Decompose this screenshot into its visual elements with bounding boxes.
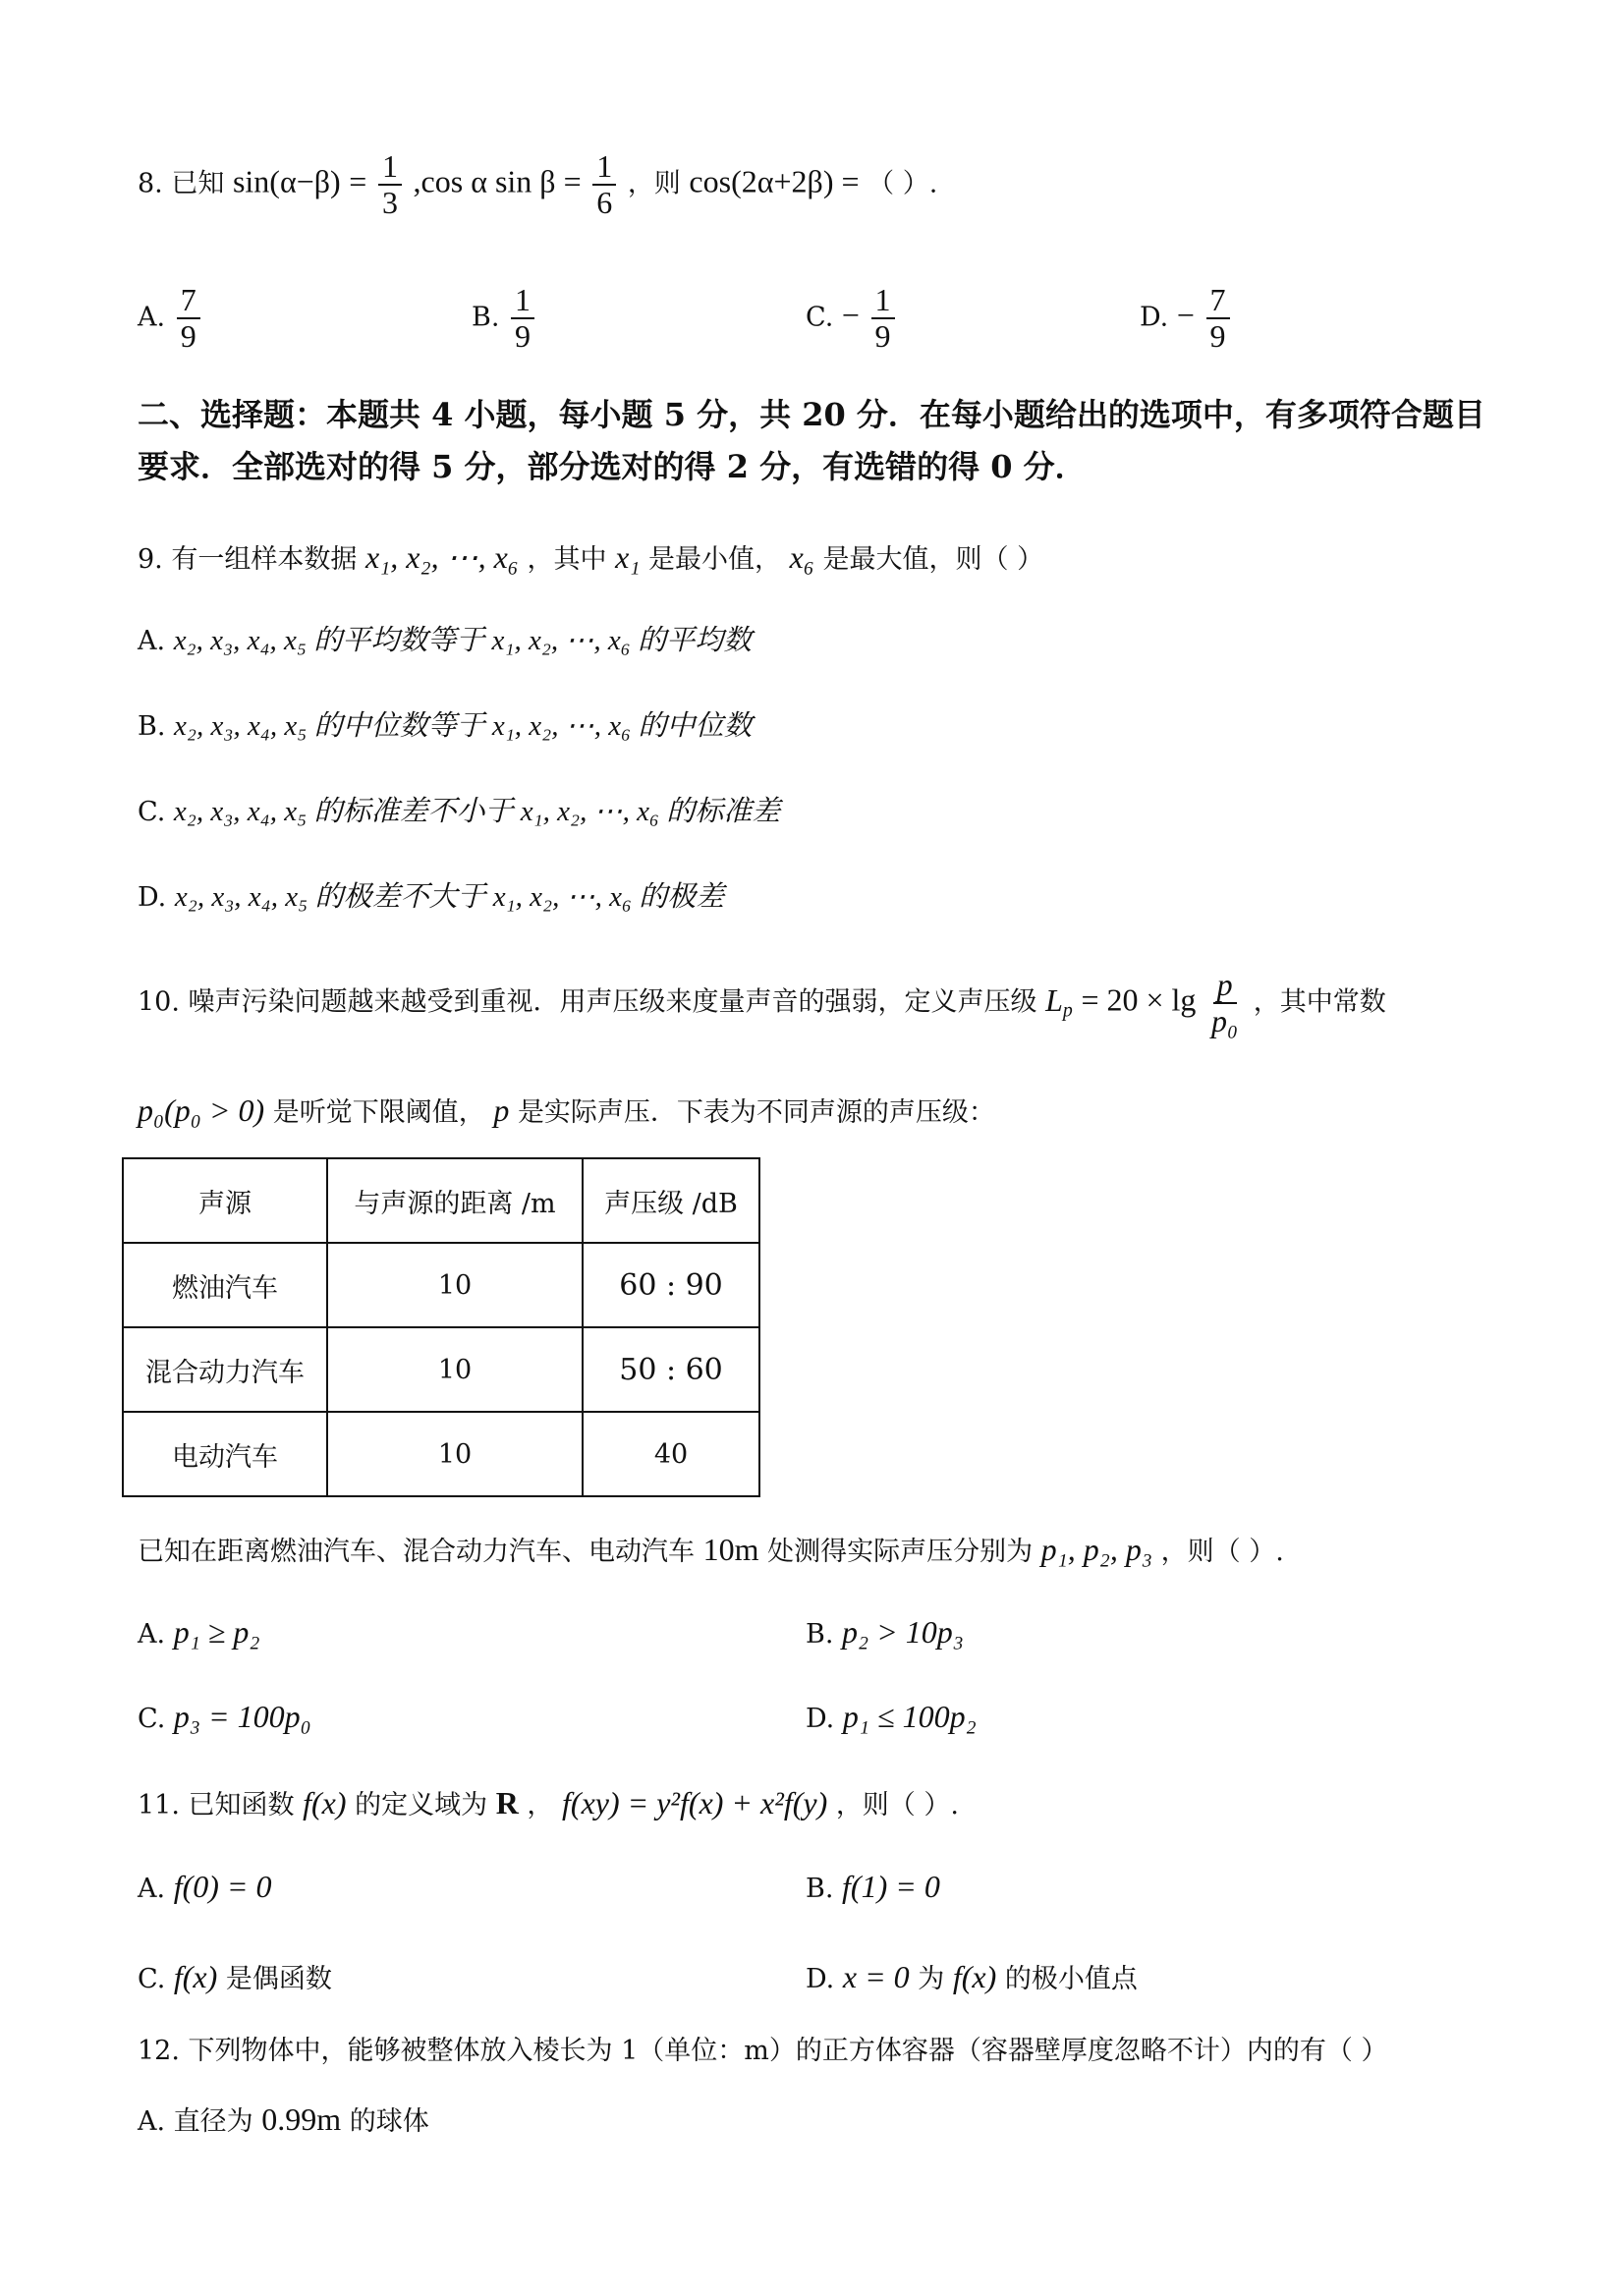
q8-cos-expr: cos(2α+2β) = (689, 163, 860, 199)
q8-then: ，则 (627, 168, 681, 199)
q9-stem-c: 是最小值， (648, 544, 782, 575)
q10-option-d-text: p₁ ≤ 100p₂ (842, 1699, 977, 1734)
q11-equation: f(xy) = y²f(x) + x²f(y) (562, 1785, 828, 1820)
q10-formula-den: p₀ (1211, 1003, 1239, 1039)
q8-option-c-label: C. (806, 302, 834, 333)
q11-option-d-expr2: f(x) (952, 1959, 997, 1994)
table-cell: 燃油汽车 (123, 1243, 327, 1327)
q10-formula-num: p (1213, 968, 1237, 1004)
q8-paren: （ ）. (867, 168, 938, 199)
q11-stem-a: 11. 已知函数 (138, 1790, 295, 1820)
table-cell: 40 (583, 1412, 759, 1496)
q8-option-d-frac (1206, 283, 1230, 354)
table-header-cell: 声源 (123, 1158, 327, 1243)
q10-stem-line1 (138, 968, 1386, 1038)
q12-stem: 12. 下列物体中，能够被整体放入棱长为 1（单位：m）的正方体容器（容器壁厚度忽略不计）内的有（ ） (138, 2036, 1388, 2066)
q10-formula-lhs: $L_p$ (1045, 981, 1073, 1022)
q9-option-a-text: x₂, x₃, x₄, x₅ 的平均数等于 x₁, x₂, ⋯, x₆ 的平均数 (173, 625, 753, 656)
q9-option-c-label: C. (138, 797, 166, 827)
q11-option-b[interactable] (806, 1869, 940, 1905)
q10-stem-line2 (138, 1091, 995, 1132)
q10-stem1: 10. 噪声污染问题越来越受到重视．用声压级来度量声音的强弱，定义声压级 (138, 986, 1037, 1018)
q9-option-d-label: D. (138, 882, 167, 913)
table-header-cell: 声压级 /dB (583, 1158, 759, 1243)
q11-option-b-label: B. (806, 1874, 834, 1904)
q10-after-table (138, 1530, 1284, 1571)
q9-option-b-label: B. (138, 711, 166, 742)
q10-option-c-text: p₃ = 100p₀ (173, 1699, 311, 1734)
q11-option-a[interactable] (138, 1869, 271, 1905)
q8-frac2-den: 6 (596, 185, 613, 221)
q9-option-a-label: A. (138, 626, 166, 656)
q9-option-d-text: x₂, x₃, x₄, x₅ 的极差不大于 x₁, x₂, ⋯, x₆ 的极差 (174, 881, 725, 913)
q8-option-b[interactable] (472, 283, 537, 354)
q10-formula-frac (1207, 968, 1242, 1038)
q10-stem2-expr: p₀(p₀ > 0) (138, 1092, 265, 1128)
section-2-header: 二、选择题：本题共 4 小题，每小题 5 分，共 20 分．在每小题给出的选项中，有多项符合题目要求．全部选对的得 5 分，部分选对的得 2 分，有选错的得 0 分． (138, 396, 1485, 485)
q8-option-d-sign: − (1176, 297, 1195, 333)
q10-option-b-text: p₂ > 10p₃ (842, 1614, 964, 1650)
q8-option-c-den: 9 (874, 318, 891, 355)
q10-option-a-label: A. (138, 1619, 166, 1650)
q9-option-c[interactable] (138, 794, 780, 831)
q11-option-c[interactable] (138, 1957, 332, 1995)
q12-option-a-label: A. 直径为 (138, 2106, 253, 2137)
q10-option-d-label: D. (806, 1704, 835, 1734)
q11-option-a-label: A. (138, 1874, 166, 1904)
q8-sin-expr: sin(α−β) (232, 163, 341, 199)
q8-frac2 (592, 149, 616, 220)
q8-option-b-num: 1 (511, 283, 534, 319)
q11-option-d-label: D. (806, 1964, 835, 1994)
q11-option-c-expr: f(x) (173, 1959, 218, 1994)
q11-option-a-text: f(0) = 0 (173, 1869, 272, 1904)
q9-x6: x₆ (789, 539, 814, 575)
q9-option-b-text: x₂, x₃, x₄, x₅ 的中位数等于 x₁, x₂, ⋯, x₆ 的中位数 (174, 710, 753, 742)
table-cell: 10 (327, 1243, 583, 1327)
q11-option-b-text: f(1) = 0 (842, 1869, 940, 1904)
table-cell: 10 (327, 1327, 583, 1412)
q9-stem (138, 537, 1043, 579)
q11-option-c-label: C. (138, 1964, 166, 1994)
q8-option-d-num: 7 (1206, 283, 1230, 319)
q8-number: 8. (138, 168, 163, 199)
q8-option-d-den: 9 (1209, 318, 1226, 355)
q9-option-c-text: x₂, x₃, x₄, x₅ 的标准差不小于 x₁, x₂, ⋯, x₆ 的标准差 (173, 796, 781, 827)
q8-frac1-num: 1 (378, 149, 402, 186)
sound-table (122, 1157, 760, 1497)
q10-option-c[interactable] (138, 1699, 311, 1735)
q10-option-a[interactable] (138, 1614, 260, 1651)
q8-frac1-den: 3 (381, 185, 398, 221)
q11-option-d-text: 的极小值点 (1004, 1964, 1138, 1994)
q11-comma: ， (527, 1790, 554, 1820)
q10-formula-mid: = 20 × lg (1081, 981, 1197, 1018)
table-cell: 电动汽车 (123, 1412, 327, 1496)
table-row (123, 1243, 759, 1327)
q10-stem1-tail: ，其中常数 (1253, 986, 1386, 1018)
q12-option-a-value: 0.99m (261, 2101, 342, 2137)
q11-stem-b: 的定义域为 (355, 1790, 488, 1820)
q10-option-b-label: B. (806, 1619, 834, 1650)
table-header-row (123, 1158, 759, 1243)
q8-option-d[interactable] (1140, 283, 1233, 354)
q11-option-d-mid: 为 (918, 1964, 945, 1994)
q8-option-c-sign: − (841, 297, 860, 333)
table-cell: 10 (327, 1412, 583, 1496)
q9-option-b[interactable] (138, 708, 752, 746)
q8-eq: = (349, 163, 367, 199)
q11-option-d[interactable] (806, 1957, 1138, 1995)
q10-stem2-tail: 是实际声压．下表为不同声源的声压级： (517, 1097, 995, 1128)
q8-option-a-den: 9 (180, 318, 196, 355)
q8-frac1 (378, 149, 402, 220)
table-row (123, 1327, 759, 1412)
q9-stem-a: 9. 有一组样本数据 (138, 544, 358, 575)
q9-option-d[interactable] (138, 879, 724, 917)
q8-option-c-num: 1 (871, 283, 895, 319)
q9-x1: x₁ (615, 539, 641, 575)
q8-stem (138, 149, 937, 220)
table-cell: 50 : 60 (583, 1327, 759, 1412)
q9-option-a[interactable] (138, 623, 752, 660)
q8-option-a[interactable] (138, 283, 203, 354)
q8-option-d-label: D. (1140, 302, 1169, 333)
table-cell: 60 : 90 (583, 1243, 759, 1327)
q11-option-d-expr1: x = 0 (842, 1959, 910, 1994)
q10-option-d[interactable] (806, 1699, 977, 1735)
q8-option-a-num: 7 (177, 283, 200, 319)
q8-option-c[interactable] (806, 283, 898, 354)
q8-mid: ,cos α sin β = (413, 163, 582, 199)
q8-option-b-den: 9 (515, 318, 532, 355)
q11-stem-c: ，则（ ）. (835, 1790, 959, 1820)
q9-data: x₁, x₂, ⋯, x₆ (364, 539, 519, 575)
q10-after-a: 已知在距离燃油汽车、混合动力汽车、电动汽车 (138, 1537, 695, 1567)
q10-after-dist: 10m (702, 1532, 759, 1567)
table-cell: 混合动力汽车 (123, 1327, 327, 1412)
q8-frac2-num: 1 (592, 149, 616, 186)
q9-stem-b: ，其中 (527, 544, 607, 575)
q10-after-c: ，则（ ）. (1160, 1537, 1284, 1567)
q10-option-c-label: C. (138, 1704, 166, 1734)
q12-option-a[interactable] (138, 2100, 429, 2141)
table-header-cell: 与声源的距离 /m (327, 1158, 583, 1243)
q12-option-a-tail: 的球体 (349, 2106, 429, 2137)
q10-after-b: 处测得实际声压分别为 (767, 1537, 1034, 1567)
q8-option-a-label: A. (138, 302, 166, 333)
q11-fx: f(x) (303, 1785, 347, 1820)
q10-option-b[interactable] (806, 1614, 964, 1651)
q11-R: R (495, 1785, 519, 1820)
q10-stem2-text: 是听觉下限阈值， (272, 1097, 485, 1128)
q8-option-b-frac (511, 283, 534, 354)
q8-lead: 已知 (171, 168, 225, 199)
q9-stem-d: 是最大值，则（ ） (822, 544, 1044, 575)
q10-stem2-p: p (493, 1092, 510, 1128)
table-row (123, 1412, 759, 1496)
q8-option-b-label: B. (472, 302, 500, 333)
q11-stem (138, 1783, 959, 1824)
q10-after-ps: p₁, p₂, p₃ (1040, 1532, 1153, 1567)
q10-formula-lhs-sub: p (1062, 999, 1073, 1022)
q8-option-c-frac (871, 283, 895, 354)
q8-option-a-frac (177, 283, 200, 354)
q10-option-a-text: p₁ ≥ p₂ (173, 1614, 260, 1650)
q11-option-c-text: 是偶函数 (225, 1964, 332, 1994)
